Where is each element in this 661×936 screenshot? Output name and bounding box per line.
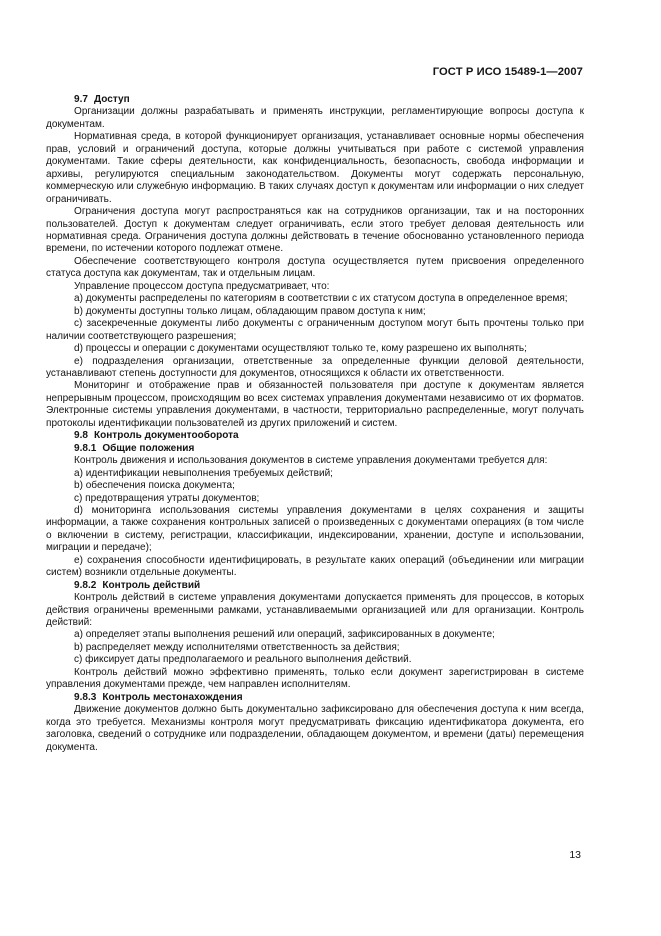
list-item: с) предотвращения утраты документов; xyxy=(74,492,260,504)
list-item: е) сохранения способности идентифицировать, в результате каких операций (объединении или миграции систем) возникли отдельные документы. xyxy=(46,554,584,579)
paragraph: Обеспечение соответствующего контроля доступа осуществляется путем присвоения определенного статуса доступа как документам, так и отдельным лицам. xyxy=(46,255,584,280)
section-title: Контроль местонахождения xyxy=(102,691,243,703)
paragraph: Движение документов должно быть документально зафиксировано для обеспечения доступа к ним всегда, когда это требуется. Механизмы контроля могут предусматривать фиксацию идентификатора документа, его заголовка, сведений о сотруднике или подразделении, обладающем документом, и времени (даты) перемещения документа. xyxy=(46,704,584,753)
paragraph: Организации должны разрабатывать и применять инструкции, регламентирующие вопросы доступа к документам. xyxy=(46,106,584,130)
list-item: b) документы доступны только лицам, обладающим правом доступа к ним; xyxy=(74,305,426,317)
list-item: d) мониторинга использования системы управления документами в целях сохранения и защиты информации, а также сохранения контрольных записей о произведенных с документами операциях (в том числе о включении в систему, регистрации, классификации, индексировании, хранении, доступе и использовании, миграции и передаче); xyxy=(46,504,584,554)
section-title: Доступ xyxy=(93,94,130,105)
paragraph: Контроль движения и использования документов в системе управления документами требуется для: xyxy=(74,455,548,467)
list-item: b) распределяет между исполнителями ответственность за действия; xyxy=(74,641,400,653)
standard-header: ГОСТ Р ИСО 15489-1—2007 xyxy=(432,66,583,78)
list-item: с) засекреченные документы либо документы с ограниченным доступом могут быть прочтены только при наличии соответствующего разрешения; xyxy=(46,318,584,342)
paragraph: Контроль действий можно эффективно применять, только если документ зарегистрирован в системе управления документами прежде, чем направлен исполнителям. xyxy=(46,666,584,691)
paragraph: Нормативная среда, в которой функционирует организация, устанавливает основные нормы обеспечения прав, условий и ограничений доступа, которые должны учитываться при работе с системой управления документами. Такие сферы деятельности, как конфиденциальность, безопасность, свобода информации и архивы, регулируются специальным законодательством. Документы могут содержать персональную, коммерческую или служебную информацию. В таких случаях доступ к документам или информации о них следует ограничивать. xyxy=(46,131,584,205)
list-item: с) фиксирует даты предполагаемого и реального выполнения действий. xyxy=(74,654,412,666)
paragraph: Управление процессом доступа предусматривает, что: xyxy=(74,280,330,292)
list-item: а) определяет этапы выполнения решений или операций, зафиксированных в документе; xyxy=(74,629,495,641)
list-item: а) идентификации невыполнения требуемых действий; xyxy=(74,467,333,479)
section-number: 9.8 xyxy=(74,430,88,442)
subsection-heading xyxy=(46,443,584,455)
page-number: 13 xyxy=(569,849,581,861)
list-item: е) подразделения организации, ответственные за определенные функции деловой деятельности, устанавливают степень доступности для документов, относящихся к области их ответственности. xyxy=(46,355,584,379)
section-title: Контроль документооборота xyxy=(93,430,239,442)
section-title: Контроль действий xyxy=(102,579,201,591)
paragraph: Мониторинг и отображение прав и обязанностей пользователя при доступе к документам является непрерывным процессом, происходящим во всех системах управления документами независимо от их форматов. Электронные системы управления документами, в частности, территориально распределенные, могут получать протоколы идентификации пользователей из других приложений и систем. xyxy=(46,380,584,429)
page-content xyxy=(46,94,584,754)
list-item: а) документы распределены по категориям в соответствии с их статусом доступа в определенное время; xyxy=(74,293,568,305)
paragraph: Ограничения доступа могут распространяться как на сотрудников организации, так и на посторонних пользователей. Доступ к документам следует ограничивать, если этого требует деловая деятельность или нормативная среда. Ограничения доступа должны действовать в течение обоснованно установленного периода времени, по истечении которого подлежат отмене. xyxy=(46,206,584,255)
section-number: 9.8.2 xyxy=(74,579,97,591)
subsection-heading xyxy=(46,580,584,592)
list-item: b) обеспечения поиска документа; xyxy=(74,480,235,492)
paragraph: Контроль действий в системе управления документами допускается применять для процессов, в которых действия ограничены временными рамками, устанавливаемыми организацией или для организации. Контроль действий: xyxy=(46,592,584,629)
subsection-heading xyxy=(46,692,584,704)
section-title: Общие положения xyxy=(102,442,195,454)
list-item: d) процессы и операции с документами осуществляют только те, кому разрешено их выполнять; xyxy=(74,343,527,355)
section-number: 9.7 xyxy=(74,94,88,105)
section-number: 9.8.3 xyxy=(74,691,97,703)
section-heading xyxy=(46,94,584,106)
section-heading xyxy=(46,430,584,442)
section-number: 9.8.1 xyxy=(74,442,97,454)
